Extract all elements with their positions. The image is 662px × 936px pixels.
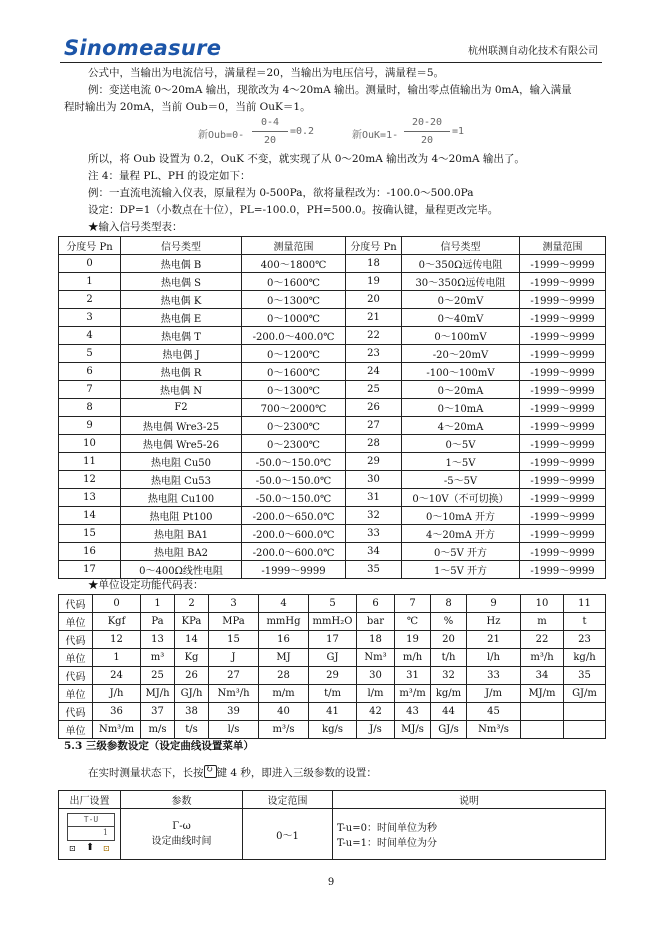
table-cell: -1999～9999 (520, 273, 606, 291)
table-row (59, 363, 606, 381)
table-cell: 0 (93, 595, 141, 613)
para-enter-level3: 在实时测量状态下，长按 ↻ 键 4 秒，即进入三级参数的设置： (88, 765, 377, 779)
table-cell: 34 (521, 667, 564, 685)
table-cell: 9 (467, 595, 521, 613)
table-cell: J/h (93, 685, 141, 703)
cycle-key-icon: ↻ (204, 765, 217, 778)
table-cell: MJ/h (141, 685, 175, 703)
table-cell: 31 (395, 667, 431, 685)
table-cell: 0～2300℃ (242, 417, 346, 435)
table-cell: 18 (346, 255, 402, 273)
table-cell: 1 (141, 595, 175, 613)
table-cell: 0～10V（不可切换） (402, 489, 520, 507)
table-cell: 30 (346, 471, 402, 489)
table-cell: Nm³/m (93, 721, 141, 739)
para-range-setting: 设定：DP=1（小数点在十位），PL=-100.0，PH=500.0。按确认键，量程更改完毕。 (88, 204, 499, 216)
table-cell: 35 (346, 561, 402, 579)
table-cell: 0～1200℃ (242, 345, 346, 363)
table-cell: 17 (309, 631, 357, 649)
table-cell: 热电偶 N (121, 381, 242, 399)
table-cell: 1～5V (402, 453, 520, 471)
table-cell: GJ/h (175, 685, 209, 703)
table-cell: m/h (395, 649, 431, 667)
table-cell: l/m (357, 685, 395, 703)
table-cell: -1999～9999 (520, 417, 606, 435)
table-cell: -5～5V (402, 471, 520, 489)
lcd-display: T-U 1 (67, 813, 115, 841)
table-row (59, 309, 606, 327)
table-cell: J (209, 649, 259, 667)
table-cell: J/m (467, 685, 521, 703)
table-cell: m³/h (521, 649, 564, 667)
table-cell: kg/m (431, 685, 467, 703)
table-cell: 热电偶 B (121, 255, 242, 273)
table-cell: -100～100mV (402, 363, 520, 381)
table-cell: 0～400Ω线性电阻 (121, 561, 242, 579)
table-cell: m (521, 613, 564, 631)
table-cell: 0～10mA 开方 (402, 507, 520, 525)
table-cell: MPa (209, 613, 259, 631)
table-cell: -200.0～600.0℃ (242, 525, 346, 543)
table-cell: 23 (564, 631, 606, 649)
table-cell: -1999～9999 (520, 525, 606, 543)
table-row (59, 685, 606, 703)
table-cell: 0～5V (402, 435, 520, 453)
table-cell: 10 (59, 435, 121, 453)
table-cell: 36 (93, 703, 141, 721)
table-cell: 热电阻 BA1 (121, 525, 242, 543)
table-cell: 热电阻 Cu100 (121, 489, 242, 507)
table-cell: 700～2000℃ (242, 399, 346, 417)
table-cell: -1999～9999 (520, 399, 606, 417)
table-cell: 33 (467, 667, 521, 685)
page-number: 9 (327, 877, 335, 888)
table-cell: 7 (395, 595, 431, 613)
header-divider (60, 62, 602, 63)
table-cell: -1999～9999 (520, 507, 606, 525)
table-cell: 27 (346, 417, 402, 435)
table-cell: 5 (59, 345, 121, 363)
table-cell: kg/s (309, 721, 357, 739)
table-cell: 0～1300℃ (242, 291, 346, 309)
table-cell: 热电偶 Wre3-25 (121, 417, 242, 435)
table-cell: 30～350Ω远传电阻 (402, 273, 520, 291)
up-arrow-icon: ⬆ (86, 842, 95, 853)
table-row (59, 273, 606, 291)
table-cell: 19 (346, 273, 402, 291)
table-cell: m³/s (259, 721, 309, 739)
table-cell: 4～20mA (402, 417, 520, 435)
table-cell: 9 (59, 417, 121, 435)
row-label-cell: 单位 (59, 721, 93, 739)
table-cell: -1999～9999 (520, 255, 606, 273)
table-cell: 热电阻 Cu50 (121, 453, 242, 471)
range-cell: 0～1 (243, 809, 333, 860)
table-cell: 6 (357, 595, 395, 613)
table-cell: 4 (259, 595, 309, 613)
table-cell: 26 (346, 399, 402, 417)
table-row (59, 525, 606, 543)
table-cell: 42 (357, 703, 395, 721)
table-cell: -1999～9999 (520, 291, 606, 309)
table-row (59, 327, 606, 345)
table-cell: 45 (467, 703, 521, 721)
input-header-cell: 测量范围 (242, 237, 346, 255)
table-row (59, 381, 606, 399)
table-cell: 30 (357, 667, 395, 685)
table-cell (564, 703, 606, 721)
table-cell: 24 (346, 363, 402, 381)
row-label-cell: 单位 (59, 685, 93, 703)
row-label-cell: 代码 (59, 703, 93, 721)
table-cell: -200.0～650.0℃ (242, 507, 346, 525)
table-cell: 26 (175, 667, 209, 685)
table-cell: 0～1000℃ (242, 309, 346, 327)
table-cell: 37 (141, 703, 175, 721)
table-cell: 2 (59, 291, 121, 309)
table-cell: GJ/m (564, 685, 606, 703)
table-cell: 0～1600℃ (242, 273, 346, 291)
table-cell: -1999～9999 (520, 543, 606, 561)
table-row (59, 345, 606, 363)
company-name: 杭州联测自动化技术有限公司 (468, 46, 598, 57)
table-cell: % (431, 613, 467, 631)
table-cell: -50.0～150.0℃ (242, 453, 346, 471)
factory-lcd-cell (59, 809, 121, 860)
input-header-cell: 分度号 Pn (59, 237, 121, 255)
input-table-caption: ★输入信号类型表： (88, 221, 183, 233)
table-cell: 14 (59, 507, 121, 525)
table-cell: -200.0～600.0℃ (242, 543, 346, 561)
table-cell: 21 (467, 631, 521, 649)
table-cell: Hz (467, 613, 521, 631)
table-cell: MJ (259, 649, 309, 667)
col-factory: 出厂设置 (59, 791, 121, 809)
table-cell: t/h (431, 649, 467, 667)
table-cell: 8 (59, 399, 121, 417)
table-cell: Nm³/h (209, 685, 259, 703)
table-cell: 热电偶 R (121, 363, 242, 381)
table-cell: 24 (93, 667, 141, 685)
table-cell: 25 (346, 381, 402, 399)
para-example-line2: 程时输出为 20mA，当前 Oub＝0，当前 OuK＝1。 (64, 101, 311, 113)
table-cell: 29 (309, 667, 357, 685)
table-cell: mmH₂O (309, 613, 357, 631)
para-full-scale: 公式中，当输出为电流信号，满量程＝20，当输出为电压信号，满量程＝5。 (88, 67, 445, 79)
input-header-cell: 测量范围 (520, 237, 606, 255)
table-cell: 0～2300℃ (242, 435, 346, 453)
table-cell: -1999～9999 (520, 381, 606, 399)
table-cell: 11 (59, 453, 121, 471)
table-row (59, 543, 606, 561)
table-row (59, 255, 606, 273)
table-row (59, 703, 606, 721)
col-desc: 说明 (333, 791, 606, 809)
table-row (59, 435, 606, 453)
table-cell: 12 (93, 631, 141, 649)
table-cell: 20 (346, 291, 402, 309)
table-cell: 32 (346, 507, 402, 525)
table-row (59, 453, 606, 471)
table-cell: -1999～9999 (520, 561, 606, 579)
param-cell: Γ-ω 设定曲线时间 (121, 809, 243, 860)
table-cell: 4 (59, 327, 121, 345)
table-cell: -50.0～150.0℃ (242, 489, 346, 507)
table-cell: 44 (431, 703, 467, 721)
table-row (59, 721, 606, 739)
table-cell: 0～100mV (402, 327, 520, 345)
table-cell: t/m (309, 685, 357, 703)
table-cell: 23 (346, 345, 402, 363)
table-cell: 43 (395, 703, 431, 721)
input-header-cell: 分度号 Pn (346, 237, 402, 255)
unit-table-caption: ★单位设定功能代码表： (88, 579, 204, 591)
table-cell: l/s (209, 721, 259, 739)
table-row (59, 507, 606, 525)
table-cell: -200.0～400.0℃ (242, 327, 346, 345)
table-row (59, 471, 606, 489)
table-cell: -1999～9999 (242, 561, 346, 579)
table-cell: 热电偶 E (121, 309, 242, 327)
table-cell: -1999～9999 (520, 435, 606, 453)
section-5-3-title: 5.3 三级参数设定（设定曲线设置菜单） (64, 740, 254, 752)
row-label-cell: 代码 (59, 631, 93, 649)
table-cell (564, 721, 606, 739)
table-cell: -1999～9999 (520, 309, 606, 327)
table-cell: Pa (141, 613, 175, 631)
table-cell: J/s (357, 721, 395, 739)
col-param: 参数 (121, 791, 243, 809)
table-cell: 14 (175, 631, 209, 649)
table-cell: m/s (141, 721, 175, 739)
table-row (59, 631, 606, 649)
table-cell: -50.0～150.0℃ (242, 471, 346, 489)
table-cell: 热电偶 T (121, 327, 242, 345)
table-cell: t (564, 613, 606, 631)
table-cell: 13 (59, 489, 121, 507)
table-cell: 热电偶 J (121, 345, 242, 363)
table-cell: 16 (59, 543, 121, 561)
row-label-cell: 单位 (59, 613, 93, 631)
row-label-cell: 单位 (59, 649, 93, 667)
cycle-icon: ⊡ (69, 844, 76, 853)
table-cell: 16 (259, 631, 309, 649)
table-cell: 6 (59, 363, 121, 381)
table-cell: KPa (175, 613, 209, 631)
table-cell: GJ (309, 649, 357, 667)
level3-param-table (58, 790, 606, 860)
table-cell: 热电偶 Wre5-26 (121, 435, 242, 453)
table-cell: Nm³ (357, 649, 395, 667)
table-cell: 34 (346, 543, 402, 561)
para-example-line1: 例：变送电流 0～20mA 输出，现欲改为 4～20mA 输出。测量时，输出零点值输出为 0mA，输入满量 (88, 84, 572, 96)
table-cell: 31 (346, 489, 402, 507)
table-row (59, 613, 606, 631)
table-cell: GJ/s (431, 721, 467, 739)
table-cell: 400～1800℃ (242, 255, 346, 273)
table-cell: 0～1300℃ (242, 381, 346, 399)
table-row (59, 489, 606, 507)
table-cell: -1999～9999 (520, 327, 606, 345)
para-conclusion: 所以，将 Oub 设置为 0.2，OuK 不变，就实现了从 0～20mA 输出改为 4～20mA 输出了。 (88, 153, 525, 165)
table-cell (521, 703, 564, 721)
table-cell: 12 (59, 471, 121, 489)
table-cell: 22 (521, 631, 564, 649)
table-cell: 0～350Ω远传电阻 (402, 255, 520, 273)
table-cell: t/s (175, 721, 209, 739)
table-cell: -1999～9999 (520, 363, 606, 381)
table-cell: 0～5V 开方 (402, 543, 520, 561)
table-cell: 3 (59, 309, 121, 327)
table-cell: 29 (346, 453, 402, 471)
table-cell: Nm³/s (467, 721, 521, 739)
table-cell: 40 (259, 703, 309, 721)
para-note4: 注 4：量程 PL、PH 的设定如下： (88, 170, 251, 182)
table-cell: 13 (141, 631, 175, 649)
table-cell: 热电偶 K (121, 291, 242, 309)
table-cell: 28 (346, 435, 402, 453)
table-cell: 热电阻 BA2 (121, 543, 242, 561)
table-cell: 35 (564, 667, 606, 685)
input-header-cell: 信号类型 (121, 237, 242, 255)
table-cell: 18 (357, 631, 395, 649)
table-cell: 0～10mA (402, 399, 520, 417)
table-cell: 32 (431, 667, 467, 685)
table-cell: 25 (141, 667, 175, 685)
table-cell: l/h (467, 649, 521, 667)
table-cell: 热电偶 S (121, 273, 242, 291)
table-cell (521, 721, 564, 739)
table-cell: 2 (175, 595, 209, 613)
table-cell: -1999～9999 (520, 345, 606, 363)
table-cell: 1 (93, 649, 141, 667)
table-cell: 1～5V 开方 (402, 561, 520, 579)
table-cell: 8 (431, 595, 467, 613)
table-row (59, 649, 606, 667)
table-cell: -1999～9999 (520, 471, 606, 489)
table-cell: 17 (59, 561, 121, 579)
table-cell: 27 (209, 667, 259, 685)
input-signal-table (58, 236, 606, 579)
table-cell: 10 (521, 595, 564, 613)
table-row (59, 595, 606, 613)
table-cell: 热电阻 Cu53 (121, 471, 242, 489)
table-cell: 0 (59, 255, 121, 273)
table-cell: m³/m (395, 685, 431, 703)
brand-logo: Sinomeasure (64, 36, 222, 60)
table-row (59, 561, 606, 579)
table-cell: m/m (259, 685, 309, 703)
table-cell: 38 (175, 703, 209, 721)
table-cell: -1999～9999 (520, 489, 606, 507)
desc-cell: T-u=0：时间单位为秒 T-u=1：时间单位为分 (333, 809, 606, 860)
table-cell: 5 (309, 595, 357, 613)
row-label-cell: 代码 (59, 667, 93, 685)
table-cell: bar (357, 613, 395, 631)
table-cell: 7 (59, 381, 121, 399)
table-cell: ℃ (395, 613, 431, 631)
table-cell: 4～20mA 开方 (402, 525, 520, 543)
table-cell: -1999～9999 (520, 453, 606, 471)
table-cell: 28 (259, 667, 309, 685)
table-cell: MJ/s (395, 721, 431, 739)
table-cell: 39 (209, 703, 259, 721)
table-cell: mmHg (259, 613, 309, 631)
table-cell: -20～20mV (402, 345, 520, 363)
table-cell: 22 (346, 327, 402, 345)
table-row (59, 291, 606, 309)
table-cell: MJ/m (521, 685, 564, 703)
table-cell: 41 (309, 703, 357, 721)
table-cell: 0～1600℃ (242, 363, 346, 381)
table-cell: 1 (59, 273, 121, 291)
para-range-example: 例：一直流电流输入仪表，原量程为 0-500Pa，欲将量程改为：-100.0～500.0Pa (88, 187, 474, 199)
table-cell: 20 (431, 631, 467, 649)
unit-code-table (58, 594, 606, 739)
table-cell: 19 (395, 631, 431, 649)
table-cell: kg/h (564, 649, 606, 667)
table-cell: 15 (59, 525, 121, 543)
down-key-icon: ⊡ (103, 844, 110, 853)
input-header-cell: 信号类型 (402, 237, 520, 255)
table-cell: F2 (121, 399, 242, 417)
table-cell: 3 (209, 595, 259, 613)
table-cell: m³ (141, 649, 175, 667)
table-cell: 15 (209, 631, 259, 649)
table-cell: Kg (175, 649, 209, 667)
table-cell: 11 (564, 595, 606, 613)
col-range: 设定范围 (243, 791, 333, 809)
table-cell: 热电阻 Pt100 (121, 507, 242, 525)
table-cell: 0～40mV (402, 309, 520, 327)
table-row (59, 399, 606, 417)
table-cell: 0～20mA (402, 381, 520, 399)
table-row (59, 417, 606, 435)
table-cell: 33 (346, 525, 402, 543)
row-label-cell: 代码 (59, 595, 93, 613)
table-row (59, 667, 606, 685)
table-cell: 0～20mV (402, 291, 520, 309)
table-cell: Kgf (93, 613, 141, 631)
table-cell: 21 (346, 309, 402, 327)
